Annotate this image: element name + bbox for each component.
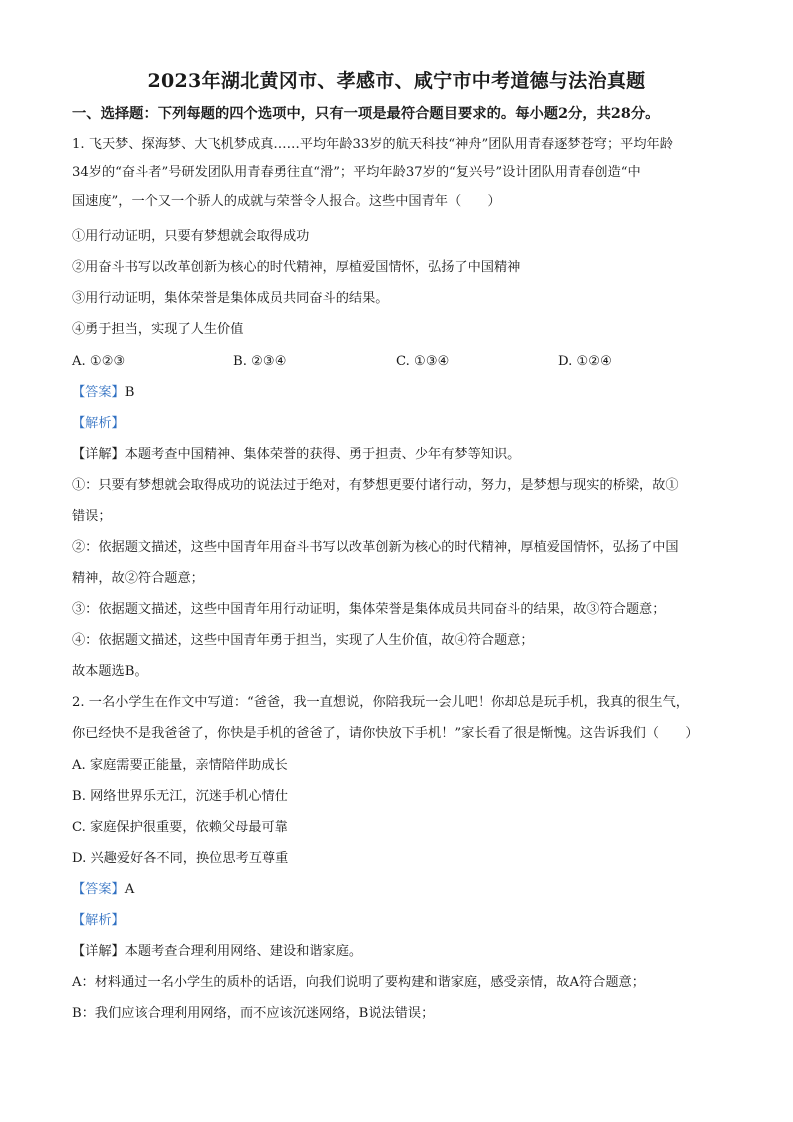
- analysis-tag: 【解析】: [72, 913, 125, 928]
- q2-option-c: C. 家庭保护很重要，依赖父母最可靠: [72, 820, 288, 835]
- q1-detail-line: ①：只要有梦想就会取得成功的说法过于绝对，有梦想更要付诸行动，努力，是梦想与现实的桥梁，故①: [72, 478, 679, 493]
- document-title: 2023年湖北黄冈市、孝感市、咸宁市中考道德与法治真题: [147, 70, 646, 92]
- q1-detail-line: 精神，故②符合题意；: [72, 571, 204, 586]
- q1-option-d: D. ①②④: [558, 354, 612, 369]
- q1-statement: ④勇于担当，实现了人生价值: [72, 322, 244, 337]
- q1-statement: ①用行动证明，只要有梦想就会取得成功: [72, 229, 310, 244]
- q2-stem-line: 你已经快不是我爸爸了，你快是手机的爸爸了，请你快放下手机！”家长看了很是惭愧。这告诉我们（ ）: [72, 726, 699, 741]
- q1-statement: ③用行动证明，集体荣誉是集体成员共同奋斗的结果。: [72, 291, 389, 306]
- section-heading: 一、选择题：下列每题的四个选项中，只有一项是最符合题目要求的。每小题2分，共28分。: [72, 106, 660, 122]
- q1-detail-line: ④：依据题文描述，这些中国青年勇于担当，实现了人生价值，故④符合题意；: [72, 633, 534, 648]
- q1-statement: ②用奋斗书写以改革创新为核心的时代精神，厚植爱国情怀，弘扬了中国精神: [72, 260, 521, 275]
- q1-detail-line: ③：依据题文描述，这些中国青年用行动证明，集体荣誉是集体成员共同奋斗的结果，故③符合题意；: [72, 602, 666, 617]
- q2-option-d: D. 兴趣爱好各不同，换位思考互尊重: [72, 851, 289, 866]
- q2-detail-line: B：我们应该合理利用网络，而不应该沉迷网络，B说法错误；: [72, 1006, 435, 1021]
- q1-detail-line: 错误；: [72, 509, 112, 524]
- detail-tag: 【详解】: [72, 447, 125, 462]
- q2-analysis: [72, 911, 724, 931]
- q1-option-b: B. ②③④: [233, 354, 287, 369]
- q2-answer: [72, 880, 724, 900]
- detail-text: 本题考查中国精神、集体荣誉的获得、勇于担责、少年有梦等知识。: [124, 447, 521, 462]
- analysis-tag: 【解析】: [72, 416, 125, 431]
- answer-tag: 【答案】: [72, 385, 125, 400]
- detail-tag: 【详解】: [72, 944, 125, 959]
- q1-option-a: A. ①②③: [72, 354, 126, 369]
- q2-option-b: B. 网络世界乐无江，沉迷手机心情仕: [72, 789, 288, 804]
- q2-stem-line: 2. 一名小学生在作文中写道：“爸爸，我一直想说，你陪我玩一会儿吧！你却总是玩手机，我真的很生气，: [72, 695, 689, 710]
- q1-answer: [72, 383, 724, 403]
- q1-analysis: [72, 414, 724, 434]
- q1-stem-line: 国速度”，一个又一个骄人的成就与荣誉令人报合。这些中国青年（ ）: [72, 194, 501, 209]
- q1-detail-line: 故本题选B。: [72, 664, 148, 679]
- q2-detail-line: [72, 942, 724, 962]
- q1-stem-line: 34岁的“奋斗者”号研发团队用青春勇往直“滑”；平均年龄37岁的“复兴号”设计团队用青春创造“中: [72, 165, 641, 180]
- q2-detail-line: A：材料通过一名小学生的质朴的话语，向我们说明了要构建和谐家庭，感受亲情，故A符合题意；: [72, 975, 645, 990]
- answer-value: A: [124, 882, 135, 897]
- answer-value: B: [124, 385, 135, 400]
- q2-option-a: A. 家庭需要正能量，亲情陪伴助成长: [72, 758, 288, 773]
- q1-detail-line: ②：依据题文描述，这些中国青年用奋斗书写以改革创新为核心的时代精神，厚植爱国情怀，弘扬了中国: [72, 540, 679, 555]
- detail-text: 本题考查合理利用网络、建设和谐家庭。: [124, 944, 363, 959]
- q1-option-c: C. ①③④: [396, 354, 450, 369]
- q1-detail-line: [72, 445, 724, 465]
- answer-tag: 【答案】: [72, 882, 125, 897]
- q1-stem-line: 1. 飞天梦、探海梦、大飞机梦成真……平均年龄33岁的航天科技“神舟”团队用青春逐梦苍穹；平均年龄: [72, 137, 673, 152]
